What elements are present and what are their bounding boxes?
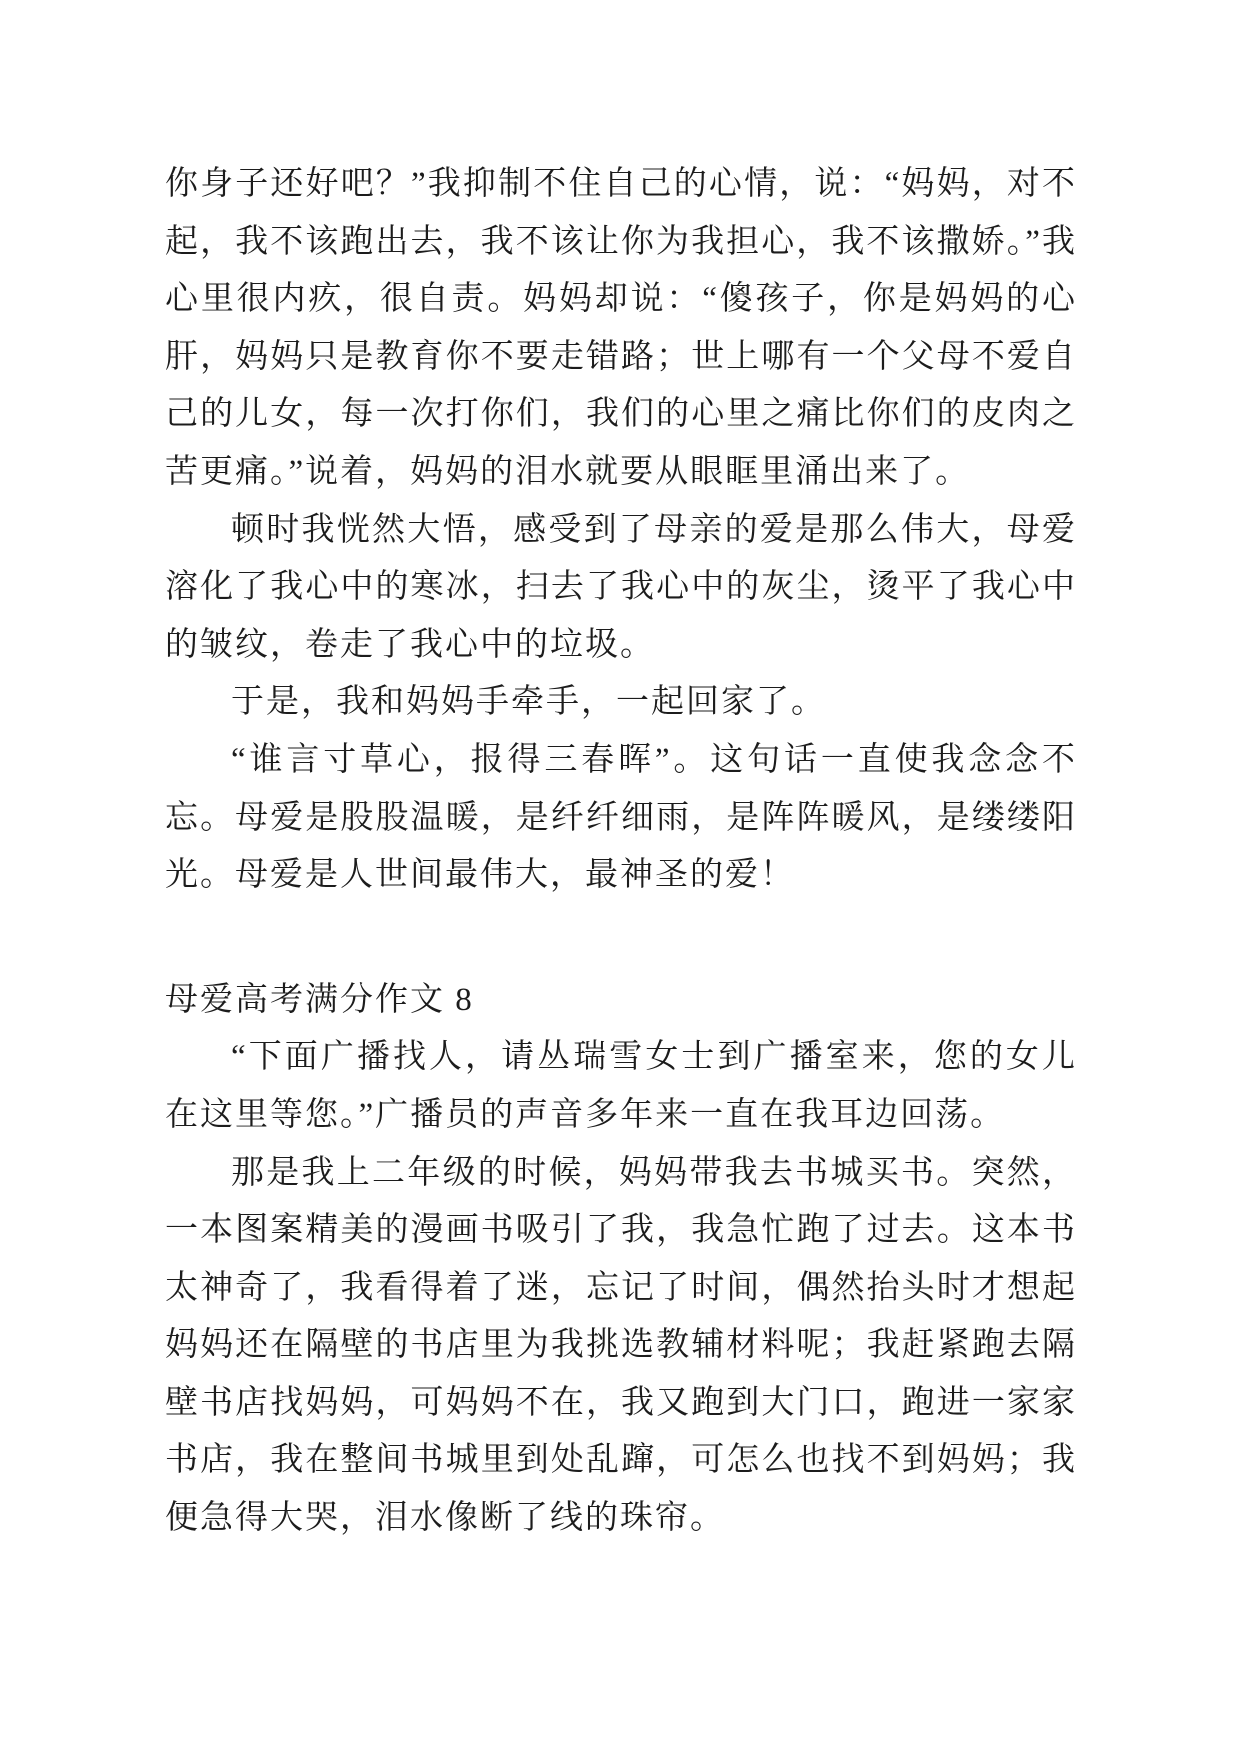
paragraph-bookstore: 那是我上二年级的时候，妈妈带我去书城买书。突然，一本图案精美的漫画书吸引了我，我急忙跑了过去。这本书太神奇了，我看得着了迷，忘记了时间，偶然抬头时才想起妈妈还在隔壁的书店里为我挑选教辅材料呢；我赶紧跑去隔壁书店找妈妈，可妈妈不在，我又跑到大门口，跑进一家家书店，我在整间书城里到处乱蹿，可怎么也找不到妈妈；我便急得大哭，泪水像断了线的珠帘。	[165, 1154, 1077, 1537]
paragraph-spacer	[165, 905, 1077, 972]
paragraph-awakening: 顿时我恍然大悟，感受到了母亲的爱是那么伟大，母爱溶化了我心中的寒冰，扫去了我心中的灰尘，烫平了我心中的皱纹，卷走了我心中的垃圾。	[165, 511, 1077, 663]
paragraph-quote: “谁言寸草心，报得三春晖”。这句话一直使我念念不忘。母爱是股股温暖，是纤纤细雨，是阵阵暖风，是缕缕阳光。母爱是人世间最伟大，最神圣的爱！	[165, 741, 1077, 894]
section-heading: 母爱高考满分作文 8	[165, 981, 474, 1018]
paragraph-continuation: 你身子还好吧？”我抑制不住自己的心情，说：“妈妈，对不起，我不该跑出去，我不该让你为我担心，我不该撒娇。”我心里很内疚，很自责。妈妈却说：“傻孩子，你是妈妈的心肝，妈妈只是教育你不要走错路；世上哪有一个父母不爱自己的儿女，每一次打你们，我们的心里之痛比你们的皮肉之苦更痛。”说着，妈妈的泪水就要从眼眶里涌出来了。	[165, 166, 1077, 490]
essay-content	[165, 156, 1077, 1548]
paragraph-broadcast: “下面广播找人，请丛瑞雪女士到广播室来，您的女儿在这里等您。”广播员的声音多年来一直在我耳边回荡。	[165, 1039, 1077, 1133]
paragraph-going-home: 于是，我和妈妈手牵手，一起回家了。	[231, 684, 826, 721]
